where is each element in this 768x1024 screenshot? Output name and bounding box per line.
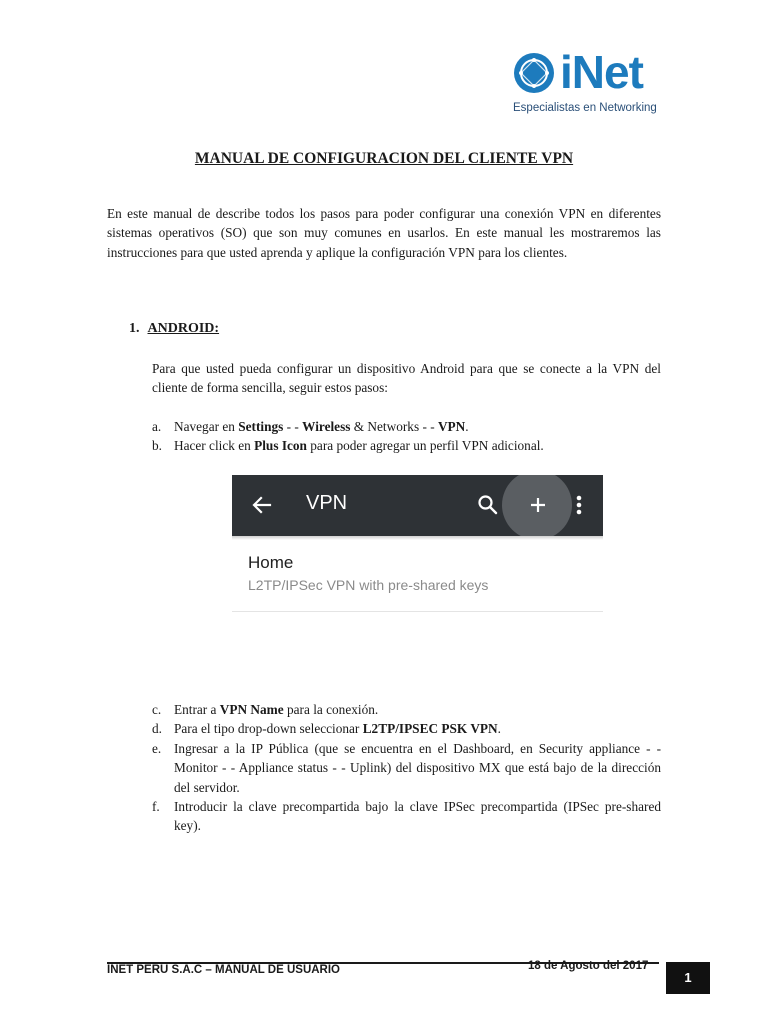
list-item-letter: f. <box>152 799 160 815</box>
toolbar-title: VPN <box>306 492 348 514</box>
list-item-text: Navegar en <box>174 419 239 434</box>
list-item <box>152 700 661 719</box>
list-item-text: Entrar a <box>174 702 220 717</box>
page-number: 1 <box>666 962 710 994</box>
list-item <box>152 417 661 436</box>
list-item-text: VPN Name <box>219 702 284 717</box>
plus-icon <box>526 493 550 517</box>
list-item-text: & Networks - - <box>350 419 438 434</box>
list-item <box>152 739 661 797</box>
steps-list-first <box>152 417 661 456</box>
list-item-text: para la conexión. <box>283 702 379 717</box>
vpn-item-title: Home <box>248 553 294 572</box>
list-item-text: Para el tipo drop-down seleccionar <box>174 721 363 737</box>
list-item-text: . <box>465 419 469 434</box>
intro-paragraph: En este manual de describe todos los pasos para poder configurar una conexión VPN en diferentes sistemas operativos (SO) que son muy comunes en usarlos. En este manual les mostraremos las instrucciones para que usted aprenda y aplique la configuración VPN para los clientes. <box>107 206 661 260</box>
list-item-text: Settings <box>238 419 284 434</box>
list-item <box>152 436 661 455</box>
document-title: MANUAL DE CONFIGURACION DEL CLIENTE VPN <box>194 150 574 167</box>
list-divider <box>232 611 603 612</box>
list-item-text: para poder agregar un perfil VPN adicional. <box>306 438 544 454</box>
list-item-text: Hacer click en <box>174 438 255 454</box>
section-paragraph: Para que usted pueda configurar un dispositivo Android para que se conecte a la VPN del cliente de forma sencilla, seguir estos pasos: <box>152 361 661 396</box>
more-vert-icon <box>574 493 584 517</box>
android-toolbar <box>232 475 603 536</box>
footer-company: INET PERU S.A.C – MANUAL DE USUARIO <box>107 964 341 976</box>
section-number: 1. <box>129 321 140 336</box>
list-item-text: Ingresar a la IP Pública (que se encuentra en el Dashboard, en Security appliance - - Monitor - - Appliance status - - Uplink) del dispositivo MX que está bajo de la dirección del servidor. <box>174 740 661 795</box>
list-item <box>152 719 661 738</box>
search-icon <box>476 493 500 517</box>
list-item-text: - - <box>283 419 303 434</box>
section-heading-android <box>129 321 219 337</box>
list-item-text: Wireless <box>302 419 351 434</box>
footer-date: 18 de Agosto del 2017 <box>528 960 649 972</box>
list-item-letter: b. <box>152 438 162 454</box>
android-vpn-screenshot <box>232 475 603 613</box>
steps-list-second <box>152 700 661 836</box>
vpn-item-subtitle: L2TP/IPSec VPN with pre-shared keys <box>248 577 489 593</box>
logo-tagline: Especialistas en Networking <box>513 102 657 114</box>
globe-icon <box>512 51 556 95</box>
arrow-back-icon <box>250 491 274 519</box>
list-item-letter: d. <box>152 721 162 737</box>
list-item-letter: a. <box>152 419 162 434</box>
list-item-text: Introducir la clave precompartida bajo la clave IPSec precompartida (IPSec pre-shared key). <box>174 799 661 834</box>
inet-logo <box>512 48 672 120</box>
section-title: ANDROID: <box>147 321 220 336</box>
list-item-text: L2TP/IPSEC PSK VPN <box>362 721 498 737</box>
list-item-text: VPN <box>437 419 466 434</box>
list-item-letter: e. <box>152 740 162 756</box>
toolbar-shadow <box>232 536 603 540</box>
list-item-text: Plus Icon <box>254 438 307 454</box>
list-item-letter: c. <box>152 702 162 717</box>
list-item <box>152 797 661 836</box>
logo-wordmark: iNet <box>560 46 643 98</box>
list-item-text: . <box>497 721 501 737</box>
